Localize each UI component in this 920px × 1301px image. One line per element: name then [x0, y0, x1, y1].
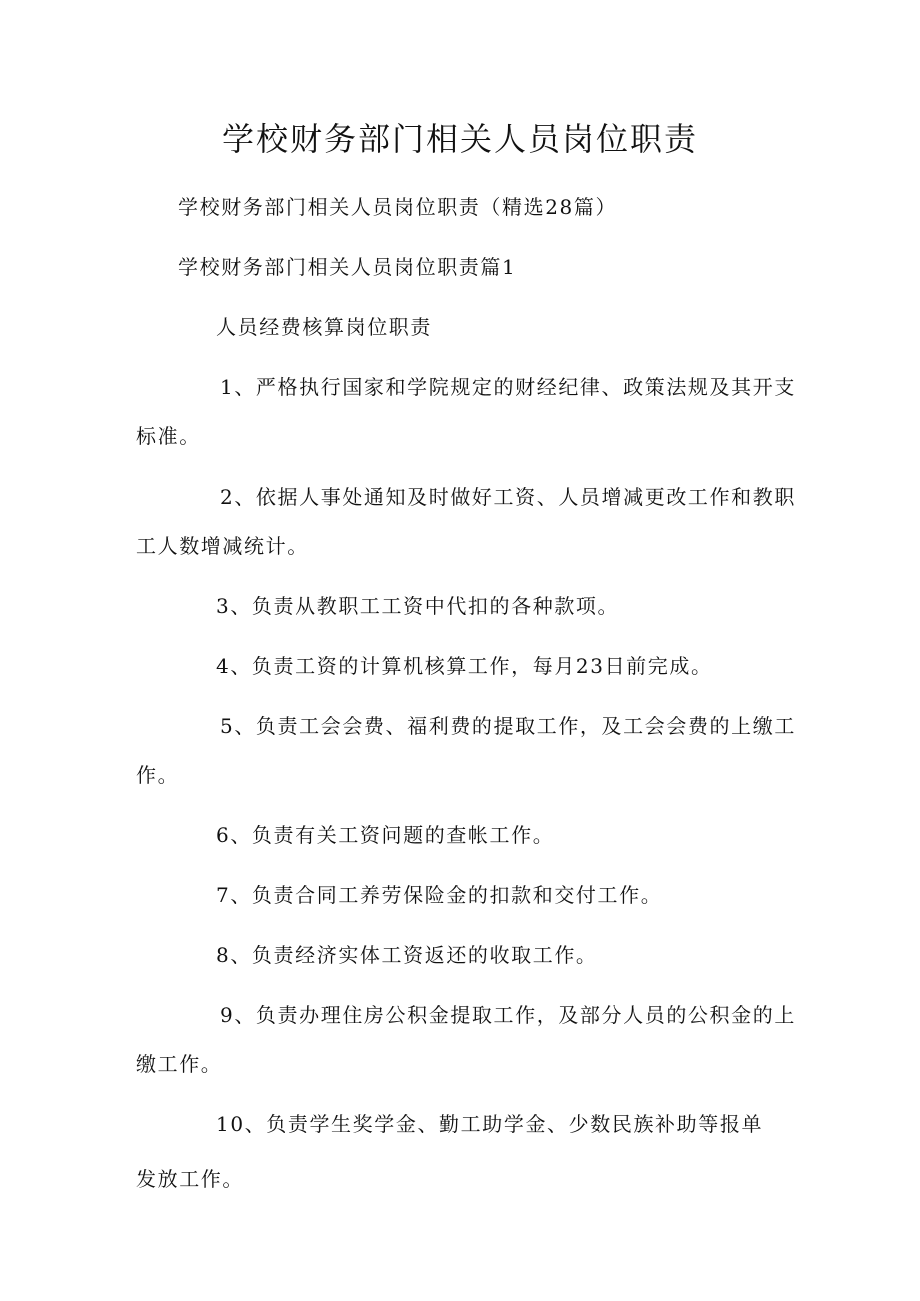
item-8-line-1: 8、负责经济实体工资返还的收取工作。	[216, 943, 598, 967]
item-7-line-1: 7、负责合同工养劳保险金的扣款和交付工作。	[216, 883, 663, 907]
item-9-line-2: 缴工作。	[136, 1052, 223, 1076]
item-5-line-1: 5、负责工会会费、福利费的提取工作，及工会会费的上缴工	[220, 714, 796, 738]
item-5-line-2: 作。	[136, 763, 180, 787]
item-3-line-1: 3、负责从教职工工资中代扣的各种款项。	[216, 594, 620, 618]
item-4-line-1: 4、负责工资的计算机核算工作，每月23日前完成。	[216, 654, 713, 678]
item-6-line-1: 6、负责有关工资问题的查帐工作。	[216, 823, 555, 847]
item-1-line-2: 标准。	[136, 424, 201, 448]
item-2-line-2: 工人数增减统计。	[136, 534, 309, 558]
document-title: 学校财务部门相关人员岗位职责	[221, 120, 698, 158]
document-subtitle: 学校财务部门相关人员岗位职责（精选28篇）	[178, 195, 618, 219]
section-heading: 学校财务部门相关人员岗位职责篇1	[178, 255, 517, 279]
sub-heading: 人员经费核算岗位职责	[216, 315, 432, 339]
item-10-line-1: 10、负责学生奖学金、勤工助学金、少数民族补助等报单	[216, 1112, 764, 1136]
item-2-line-1: 2、依据人事处通知及时做好工资、人员增减更改工作和教职	[220, 485, 796, 509]
item-1-line-1: 1、严格执行国家和学院规定的财经纪律、政策法规及其开支	[220, 375, 796, 399]
item-9-line-1: 9、负责办理住房公积金提取工作，及部分人员的公积金的上	[220, 1003, 796, 1027]
item-10-line-2: 发放工作。	[136, 1167, 244, 1191]
